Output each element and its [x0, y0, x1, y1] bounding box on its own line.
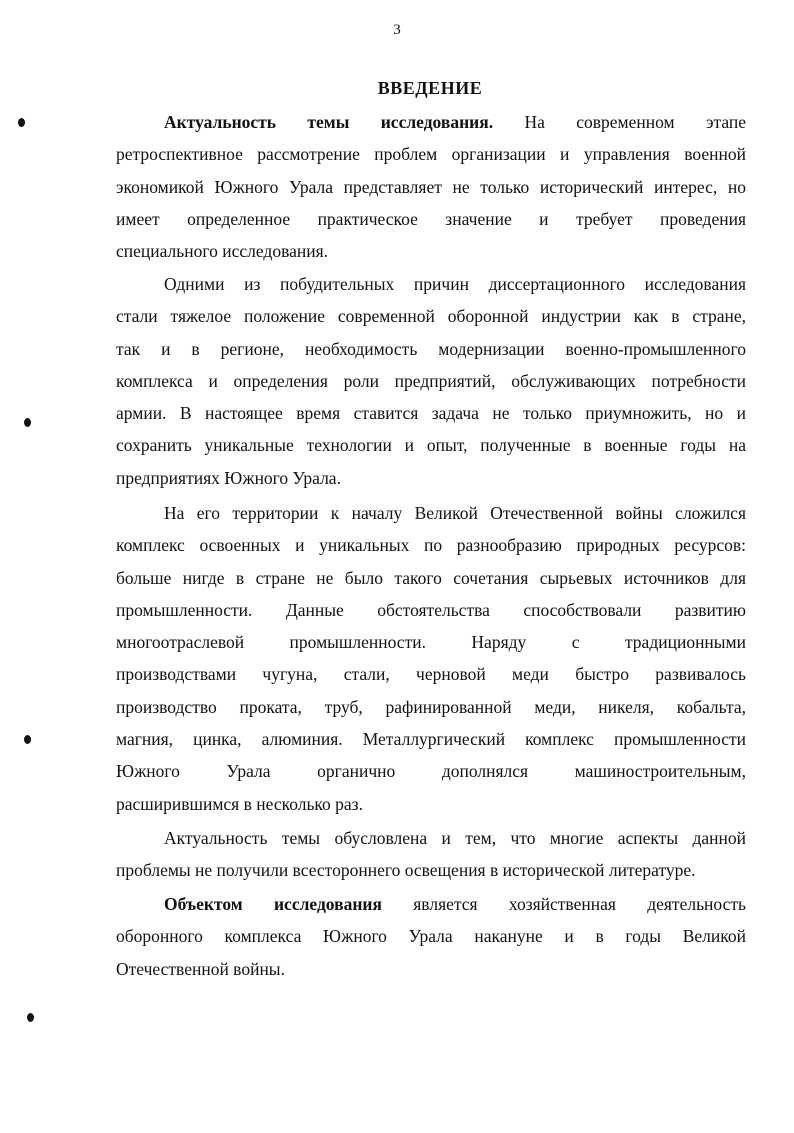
text-line: производство проката, труб, рафинированной меди, никеля, кобальта, — [116, 696, 746, 717]
paragraph-relevance — [116, 106, 746, 267]
text-line: комплекс освоенных и уникальных по разнообразию природных ресурсов: — [116, 535, 746, 556]
text-line: На его территории к началу Великой Отечественной войны сложился — [164, 503, 746, 523]
text-line: многоотраслевой промышленности. Наряду с традиционными — [116, 632, 746, 653]
margin-bullet-mark — [18, 118, 25, 127]
text-line: Южного Урала органично дополнялся машиностроительным, — [116, 761, 746, 782]
paragraph-reasons — [116, 268, 746, 494]
text-line: Актуальность темы исследования. На современном этапе — [164, 112, 747, 132]
page-number: 3 — [393, 22, 401, 38]
text-line: больше нигде в стране не было такого сочетания сырьевых источников для — [116, 567, 746, 588]
text-line: Актуальность темы обусловлена и тем, что многие аспекты данной — [164, 828, 746, 848]
text-line: ретроспективное рассмотрение проблем организации и управления военной — [116, 144, 746, 165]
text-line: Отечественной войны. — [116, 958, 285, 979]
text-line: комплекса и определения роли предприятий, обслуживающих потребности — [116, 370, 746, 391]
paragraph-actuality — [116, 822, 746, 887]
text-line: экономикой Южного Урала представляет не только исторический интерес, но — [116, 176, 746, 197]
paragraph-object — [116, 888, 746, 985]
text-line: производствами чугуна, стали, черновой меди быстро развивалось — [116, 664, 746, 685]
section-heading: ВВЕДЕНИЕ — [377, 78, 483, 98]
text-line: сохранить уникальные технологии и опыт, полученные в военные годы на — [116, 435, 746, 456]
text-line: стали тяжелое положение современной оборонной индустрии как в стране, — [116, 306, 746, 327]
text-line: расширившимся в несколько раз. — [116, 793, 363, 814]
text-line: армии. В настоящее время ставится задача не только приумножить, но и — [116, 403, 746, 424]
paragraph-territory — [116, 497, 746, 820]
text-line: Одними из побудительных причин диссертационного исследования — [164, 274, 746, 294]
text-line: проблемы не получили всестороннего освещения в исторической литературе. — [116, 860, 696, 881]
text-line: магния, цинка, алюминия. Металлургический комплекс промышленности — [116, 729, 746, 750]
bold-lead: Объектом исследования — [164, 894, 382, 914]
text-line: оборонного комплекса Южного Урала накануне и в годы Великой — [116, 926, 746, 947]
text-line: так и в регионе, необходимость модернизации военно-промышленного — [116, 338, 746, 359]
text-line: специального исследования. — [116, 241, 329, 262]
text-line: промышленности. Данные обстоятельства способствовали развитию — [116, 599, 746, 620]
margin-bullet-mark — [24, 418, 31, 427]
text-line: имеет определенное практическое значение и требует проведения — [116, 208, 746, 229]
margin-bullet-mark — [27, 1013, 34, 1022]
margin-bullet-mark — [24, 735, 31, 744]
bold-lead: Актуальность темы исследования. — [164, 112, 494, 132]
text-line: предприятиях Южного Урала. — [116, 467, 341, 488]
text-line: Объектом исследования является хозяйственная деятельность — [164, 894, 746, 914]
